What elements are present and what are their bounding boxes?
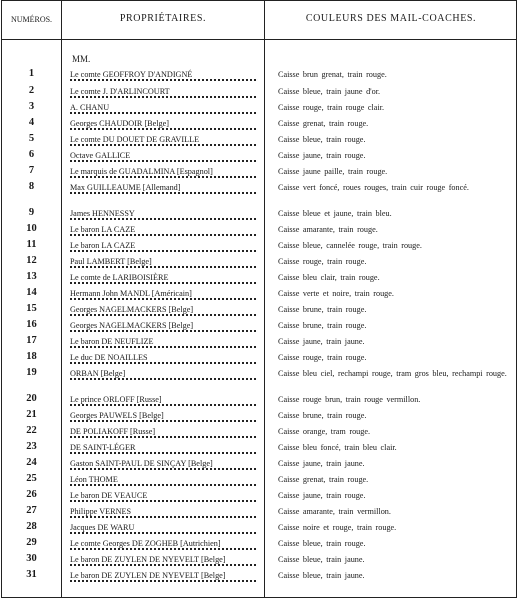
owner-cell <box>70 209 260 220</box>
owner-name: Le comte J. D'ARLINCOURT <box>70 87 173 96</box>
owner-name: Philippe VERNES <box>70 507 134 516</box>
coach-colours: Caisse amarante, train rouge. <box>278 225 378 234</box>
owner-cell <box>70 475 260 486</box>
row-number: 12 <box>26 255 37 266</box>
owner-name: James HENNESSY <box>70 209 138 218</box>
coach-colours: Caisse jaune, train jaune. <box>278 459 365 468</box>
row-number: 2 <box>28 85 35 96</box>
row-number: 4 <box>28 117 35 128</box>
row-number: 30 <box>26 553 37 564</box>
owner-name: A. CHANU <box>70 103 112 112</box>
row-number: 10 <box>26 223 37 234</box>
row-number: 13 <box>26 271 37 282</box>
table-row <box>2 505 518 521</box>
header-proprietaires: PROPRIÉTAIRES. <box>119 13 207 24</box>
owner-cell <box>70 305 260 316</box>
table-row <box>2 319 518 335</box>
owner-name: ORBAN [Belge] <box>70 369 128 378</box>
owner-name: Le baron LA CAZE <box>70 241 138 250</box>
coach-colours: Caisse verte et noire, train rouge. <box>278 289 394 298</box>
row-number: 28 <box>26 521 37 532</box>
coach-colours: Caisse rouge, train rouge. <box>278 257 367 266</box>
table-row <box>2 181 518 197</box>
row-number: 20 <box>26 393 37 404</box>
coach-colours: Caisse jaune paille, train rouge. <box>278 167 388 176</box>
owner-name: Le baron LA CAZE <box>70 225 138 234</box>
owner-name: Gaston SAINT-PAUL DE SINÇAY [Belge] <box>70 459 216 468</box>
owner-cell <box>70 459 260 470</box>
coach-colours: Caisse noire et rouge, train rouge. <box>278 523 397 532</box>
table-row <box>2 351 518 367</box>
table-row <box>2 425 518 441</box>
row-number: 24 <box>26 457 37 468</box>
table-row <box>2 101 518 117</box>
row-number: 3 <box>28 101 35 112</box>
table-row <box>2 553 518 569</box>
coach-colours: Caisse bleue et jaune, train bleu. <box>278 209 392 218</box>
coach-colours: Caisse vert foncé, roues rouges, train cuir rouge foncé. <box>278 183 469 192</box>
coach-colours: Caisse grenat, train rouge. <box>278 475 369 484</box>
table-row <box>2 207 518 223</box>
row-number: 27 <box>26 505 37 516</box>
table-row <box>2 537 518 553</box>
table-row <box>2 68 518 84</box>
table-row <box>2 409 518 425</box>
row-number: 25 <box>26 473 37 484</box>
coach-colours: Caisse bleue, train jaune. <box>278 555 365 564</box>
owner-name: Le baron DE NEUFLIZE <box>70 337 156 346</box>
owner-cell <box>70 273 260 284</box>
row-number: 23 <box>26 441 37 452</box>
owner-cell <box>70 491 260 502</box>
owner-cell <box>70 369 260 380</box>
owner-name: Le comte de LARIBOISIÈRE <box>70 273 171 282</box>
table-row <box>2 489 518 505</box>
owner-cell <box>70 87 260 98</box>
owner-name: Georges PAUWELS [Belge] <box>70 411 167 420</box>
owner-name: Hermann John MANDL [Américain] <box>70 289 195 298</box>
table-row <box>2 223 518 239</box>
mail-coaches-table <box>1 0 517 598</box>
coach-colours: Caisse brune, train rouge. <box>278 321 367 330</box>
table-row <box>2 473 518 489</box>
owner-cell <box>70 225 260 236</box>
coach-colours: Caisse grenat, train rouge. <box>278 119 369 128</box>
coach-colours: Caisse jaune, train rouge. <box>278 151 366 160</box>
coach-colours: Caisse jaune, train jaune. <box>278 337 365 346</box>
owner-name: Le marquis de GUADALMINA [Espagnol] <box>70 167 216 176</box>
coach-colours: Caisse bleue, train rouge. <box>278 539 366 548</box>
owner-cell <box>70 555 260 566</box>
owner-cell <box>70 571 260 582</box>
owner-name: Le baron DE ZUYLEN DE NYEVELT [Belge] <box>70 571 229 580</box>
row-number: 26 <box>26 489 37 500</box>
coach-colours: Caisse bleu foncé, train bleu clair. <box>278 443 397 452</box>
row-number: 5 <box>28 133 35 144</box>
owner-cell <box>70 523 260 534</box>
owner-name: Octave GALLICE <box>70 151 133 160</box>
row-number: 15 <box>26 303 37 314</box>
mm-label: MM. <box>72 54 91 64</box>
owner-name: Georges NAGELMACKERS [Belge] <box>70 321 196 330</box>
row-number: 16 <box>26 319 37 330</box>
table-row <box>2 457 518 473</box>
coach-colours: Caisse jaune, train rouge. <box>278 491 366 500</box>
owner-cell <box>70 70 260 81</box>
table-row <box>2 255 518 271</box>
owner-cell <box>70 411 260 422</box>
row-number: 21 <box>26 409 37 420</box>
owner-cell <box>70 167 260 178</box>
table-rows <box>2 1 516 597</box>
owner-name: Jacques DE WARU <box>70 523 137 532</box>
coach-colours: Caisse bleue, train rouge. <box>278 135 366 144</box>
row-number: 11 <box>26 239 37 250</box>
owner-cell <box>70 427 260 438</box>
owner-name: Le baron DE ZUYLEN DE NYEVELT [Belge] <box>70 555 229 564</box>
row-number: 19 <box>26 367 37 378</box>
owner-cell <box>70 337 260 348</box>
owner-name: Paul LAMBERT [Belge] <box>70 257 155 266</box>
row-number: 1 <box>28 68 35 79</box>
table-row <box>2 133 518 149</box>
owner-cell <box>70 353 260 364</box>
row-number: 6 <box>28 149 35 160</box>
owner-name: Le comte Georges DE ZOGHEB [Autrichien] <box>70 539 224 548</box>
coach-colours: Caisse rouge, train rouge clair. <box>278 103 385 112</box>
coach-colours: Caisse brune, train rouge. <box>278 411 367 420</box>
row-number: 17 <box>26 335 37 346</box>
owner-name: Georges NAGELMACKERS [Belge] <box>70 305 196 314</box>
table-row <box>2 239 518 255</box>
table-row <box>2 569 518 585</box>
owner-name: Le baron DE VEAUCE <box>70 491 150 500</box>
owner-name: Léon THOME <box>70 475 121 484</box>
row-number: 18 <box>26 351 37 362</box>
row-number: 14 <box>26 287 37 298</box>
table-row <box>2 521 518 537</box>
row-number: 29 <box>26 537 37 548</box>
owner-cell <box>70 103 260 114</box>
table-row <box>2 271 518 287</box>
owner-name: Le comte GEOFFROY D'ANDIGNÉ <box>70 70 195 79</box>
coach-colours: Caisse rouge, train rouge. <box>278 353 367 362</box>
table-row <box>2 335 518 351</box>
owner-name: Le comte DU DOUET DE GRAVILLE <box>70 135 202 144</box>
table-row <box>2 287 518 303</box>
owner-cell <box>70 241 260 252</box>
coach-colours: Caisse brune, train rouge. <box>278 305 367 314</box>
coach-colours: Caisse orange, tram rouge. <box>278 427 371 436</box>
coach-colours: Caisse bleue, train jaune. <box>278 571 365 580</box>
table-row <box>2 117 518 133</box>
owner-cell <box>70 183 260 194</box>
table-row <box>2 367 518 383</box>
header-numeros: NUMÉROS. <box>10 15 53 24</box>
owner-name: Le prince ORLOFF [Russe] <box>70 395 165 404</box>
owner-cell <box>70 257 260 268</box>
table-row <box>2 165 518 181</box>
table-row <box>2 85 518 101</box>
owner-cell <box>70 539 260 550</box>
table-row <box>2 149 518 165</box>
owner-cell <box>70 289 260 300</box>
owner-name: Le duc DE NOAILLES <box>70 353 151 362</box>
owner-cell <box>70 151 260 162</box>
owner-cell <box>70 119 260 130</box>
coach-colours: Caisse bleue, cannelée rouge, train rouge. <box>278 241 422 250</box>
table-row <box>2 303 518 319</box>
coach-colours: Caisse bleu clair, train rouge. <box>278 273 380 282</box>
coach-colours: Caisse amarante, train vermillon. <box>278 507 391 516</box>
coach-colours: Caisse bleue, train jaune d'or. <box>278 87 381 96</box>
owner-name: DE POLIAKOFF [Russe] <box>70 427 158 436</box>
coach-colours: Caisse rouge brun, train rouge vermillon. <box>278 395 421 404</box>
row-number: 7 <box>28 165 35 176</box>
coach-colours: Caisse bleu ciel, rechampi rouge, tram gros bleu, rechampi rouge. <box>278 369 507 378</box>
owner-cell <box>70 135 260 146</box>
owner-name: Max GUILLEAUME [Allemand] <box>70 183 184 192</box>
header-couleurs: COULEURS DES MAIL-COACHES. <box>305 13 477 24</box>
row-number: 22 <box>26 425 37 436</box>
owner-cell <box>70 507 260 518</box>
table-row <box>2 441 518 457</box>
table-row <box>2 393 518 409</box>
row-number: 8 <box>28 181 35 192</box>
owner-cell <box>70 395 260 406</box>
owner-cell <box>70 443 260 454</box>
row-number: 31 <box>26 569 37 580</box>
owner-name: DE SAINT-LÉGER <box>70 443 138 452</box>
row-number: 9 <box>28 207 35 218</box>
owner-name: Georges CHAUDOIR [Belge] <box>70 119 172 128</box>
coach-colours: Caisse brun grenat, train rouge. <box>278 70 387 79</box>
owner-cell <box>70 321 260 332</box>
